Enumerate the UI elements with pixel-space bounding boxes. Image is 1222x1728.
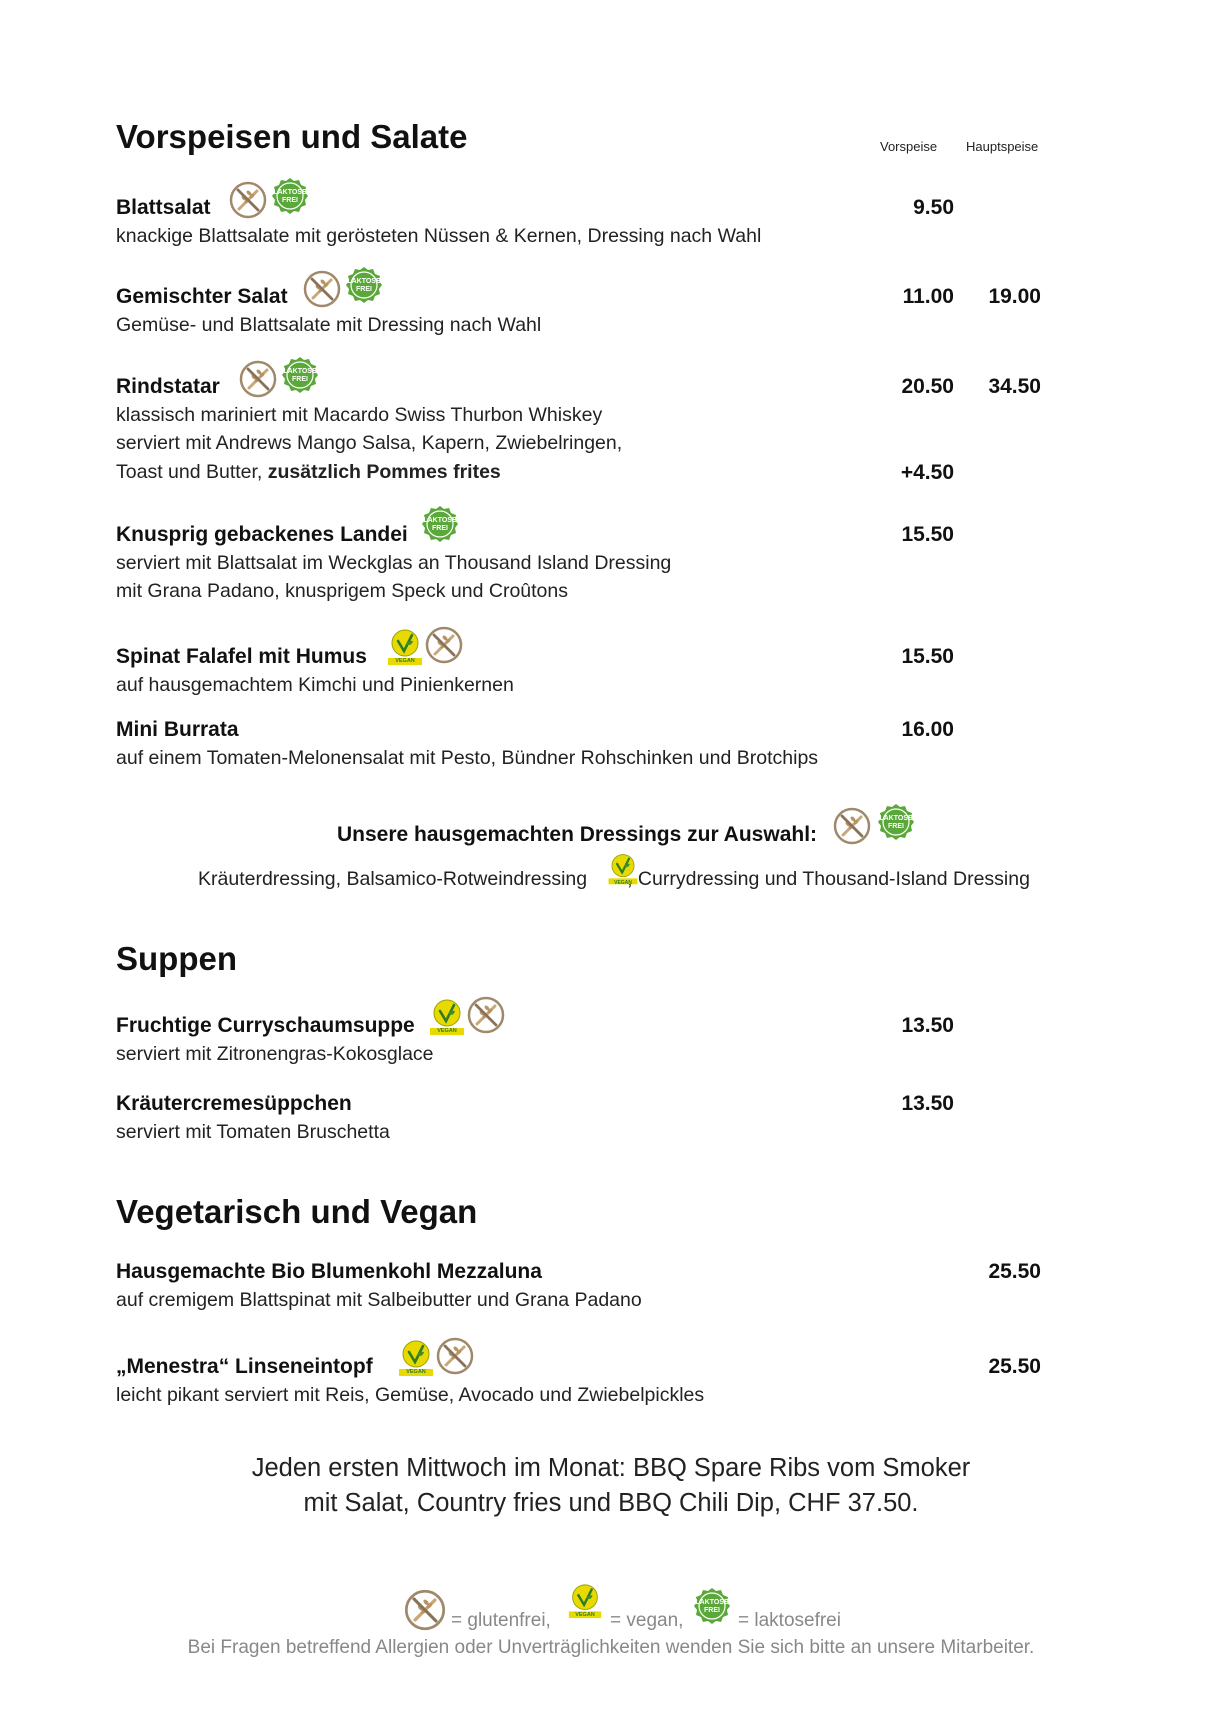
- price-starter: 11.00: [902, 285, 954, 308]
- item-description: serviert mit Tomaten Bruschetta: [116, 1121, 390, 1143]
- item-description: mit Grana Padano, knusprigem Speck und Croûtons: [116, 580, 568, 602]
- price-starter: 13.50: [901, 1014, 954, 1037]
- price-starter: 16.00: [901, 718, 954, 741]
- dressings-heading: Unsere hausgemachten Dressings zur Auswahl:: [337, 823, 818, 846]
- price-starter: 20.50: [901, 375, 954, 398]
- gluten-free-icon: [466, 995, 506, 1035]
- item-description: serviert mit Andrews Mango Salsa, Kapern, Zwiebelringen,: [116, 432, 623, 454]
- item-description: serviert mit Zitronengras-Kokosglace: [116, 1043, 434, 1065]
- item-description: auf cremigem Blattspinat mit Salbeibutter und Grana Padano: [116, 1289, 642, 1311]
- item-name: Blattsalat: [116, 196, 211, 219]
- legend-vegan: = vegan,: [610, 1610, 684, 1631]
- vegan-icon: VEGAN: [385, 627, 425, 667]
- item-name: Hausgemachte Bio Blumenkohl Mezzaluna: [116, 1260, 542, 1283]
- lactose-free-icon: LAKTOSE FREI: [420, 504, 460, 544]
- item-extra-label: zusätzlich Pommes frites: [267, 461, 501, 483]
- item-name: Spinat Falafel mit Humus: [116, 645, 367, 668]
- vegan-icon: VEGAN: [396, 1338, 436, 1378]
- price-main: 25.50: [988, 1355, 1041, 1378]
- vegan-icon: VEGAN: [427, 997, 467, 1037]
- price-extra: +4.50: [900, 461, 954, 484]
- item-description: Toast und Butter, zusätzlich Pommes frites: [116, 461, 501, 483]
- column-header-main: Hauptspeise: [966, 139, 1039, 154]
- allergy-note: Bei Fragen betreffend Allergien oder Unverträglichkeiten wenden Sie sich bitte an unsere Mitarbeiter.: [187, 1637, 1035, 1658]
- price-main: 19.00: [988, 285, 1041, 308]
- item-name: Fruchtige Curryschaumsuppe: [116, 1014, 415, 1037]
- gluten-free-icon: [435, 1336, 475, 1376]
- lactose-free-icon: LAKTOSE FREI: [280, 355, 320, 395]
- lactose-free-icon: LAKTOSE FREI: [344, 265, 384, 305]
- section-title-veg: Vegetarisch und Vegan: [116, 1193, 478, 1230]
- lactose-free-icon: LAKTOSE FREI: [270, 176, 310, 216]
- price-starter: 15.50: [901, 523, 954, 546]
- item-name: Mini Burrata: [116, 718, 239, 741]
- legend-lactose-free: = laktosefrei: [738, 1610, 841, 1631]
- lactose-free-icon: LAKTOSE FREI: [692, 1586, 732, 1626]
- gluten-free-icon: [238, 359, 278, 399]
- column-header-starter: Vorspeise: [880, 139, 938, 154]
- item-description: auf hausgemachtem Kimchi und Pinienkernen: [116, 674, 514, 696]
- price-starter: 13.50: [901, 1092, 954, 1115]
- price-starter: 15.50: [901, 645, 954, 668]
- vegan-icon: VEGAN: [566, 1580, 604, 1622]
- section-title-starters: Vorspeisen und Salate: [116, 118, 468, 155]
- item-name: Kräutercremesüppchen: [116, 1092, 352, 1115]
- price-starter: 9.50: [913, 196, 954, 219]
- lactose-free-icon: LAKTOSE FREI: [876, 802, 916, 842]
- item-description: serviert mit Blattsalat im Weckglas an Thousand Island Dressing: [116, 552, 672, 574]
- gluten-free-icon: [424, 625, 464, 665]
- item-description: klassisch mariniert mit Macardo Swiss Thurbon Whiskey: [116, 404, 603, 426]
- promo-line-2: mit Salat, Country fries und BBQ Chili Dip, CHF 37.50.: [303, 1489, 919, 1517]
- item-description: Gemüse- und Blattsalate mit Dressing nach Wahl: [116, 314, 542, 336]
- gluten-free-icon: [228, 180, 268, 220]
- gluten-free-icon: [832, 806, 872, 846]
- item-name: Gemischter Salat: [116, 285, 288, 308]
- item-description: auf einem Tomaten-Melonensalat mit Pesto, Bündner Rohschinken und Brotchips: [116, 747, 819, 769]
- legend-gluten-free: = glutenfrei,: [451, 1610, 551, 1631]
- item-description: knackige Blattsalate mit gerösteten Nüssen & Kernen, Dressing nach Wahl: [116, 225, 762, 247]
- promo-line-1: Jeden ersten Mittwoch im Monat: BBQ Spare Ribs vom Smoker: [251, 1454, 971, 1482]
- item-name: Rindstatar: [116, 375, 220, 398]
- price-main: 34.50: [988, 375, 1041, 398]
- item-name: „Menestra“ Linseneintopf: [116, 1355, 373, 1378]
- price-main: 25.50: [988, 1260, 1041, 1283]
- gluten-free-icon: [403, 1588, 447, 1632]
- vegan-icon: VEGAN: [606, 850, 640, 888]
- item-description: leicht pikant serviert mit Reis, Gemüse, Avocado und Zwiebelpickles: [116, 1384, 705, 1406]
- gluten-free-icon: [302, 269, 342, 309]
- item-name: Knusprig gebackenes Landei: [116, 523, 408, 546]
- dressings-list: Kräuterdressing, Balsamico-Rotweindressing , Currydressing und Thousand-Island Dressing: [198, 868, 1030, 890]
- section-title-soups: Suppen: [116, 940, 237, 977]
